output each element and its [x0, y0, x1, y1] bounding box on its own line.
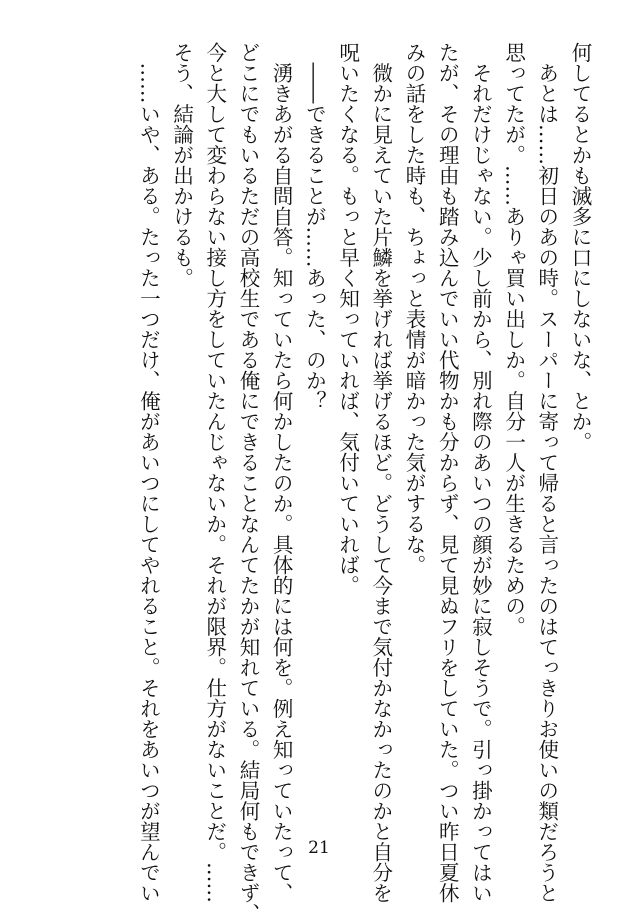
text-line-3: 思ってたが。……ありゃ買い出しか。自分一人が生きるための。 [501, 42, 526, 637]
text-line-4: それだけじゃない。少し前から、別れ際のあいつの顔が妙に寂しそうで。引っ掛かってはい [468, 42, 493, 903]
text-line-11: どこにでもいるただの高校生である俺にできることなんてたかが知れている。結局何もできず、 [235, 42, 260, 924]
text-line-1: 何してるとかも滅多に口にしないな、とか。 [568, 42, 592, 452]
text-line-14: ……いや、ある。たった一つだけ、俺があいつにしてやれること。それをあいつが望んでい [136, 42, 161, 903]
text-line-12: 今と大して変わらない接し方をしていたんじゃないか。それが限界。仕方がないことだ。…… [202, 42, 227, 903]
text-line-8: 呪いたくなる。もっと早く知っていれば、気付いていれば。 [335, 42, 360, 596]
text-line-7: 微かに見えていた片鱗を挙げれば挙げるほど。どうして今まで気付かなかったのかと自分を [368, 42, 393, 903]
text-line-6: みの話をした時も、ちょっと表情が暗かった気がするな。 [401, 42, 426, 575]
text-line-9: ――できることが……あった、のか？ [302, 42, 327, 411]
page-number: 21 [308, 838, 330, 858]
text-line-10: 湧きあがる自問自答。知っていたら何かしたのか。具体的には何を。例え知っていたって、 [269, 42, 294, 903]
text-line-5: たが、その理由も踏み込んでいい代物かも分からず、見て見ぬフリをしていた。つい昨日夏休 [435, 42, 460, 903]
text-line-13: そう、結論が出かけるも。 [169, 42, 194, 288]
text-line-2: あとは……初日のあの時。スーパーに寄って帰ると言ったのはてっきりお使いの類だろうと [534, 42, 559, 903]
